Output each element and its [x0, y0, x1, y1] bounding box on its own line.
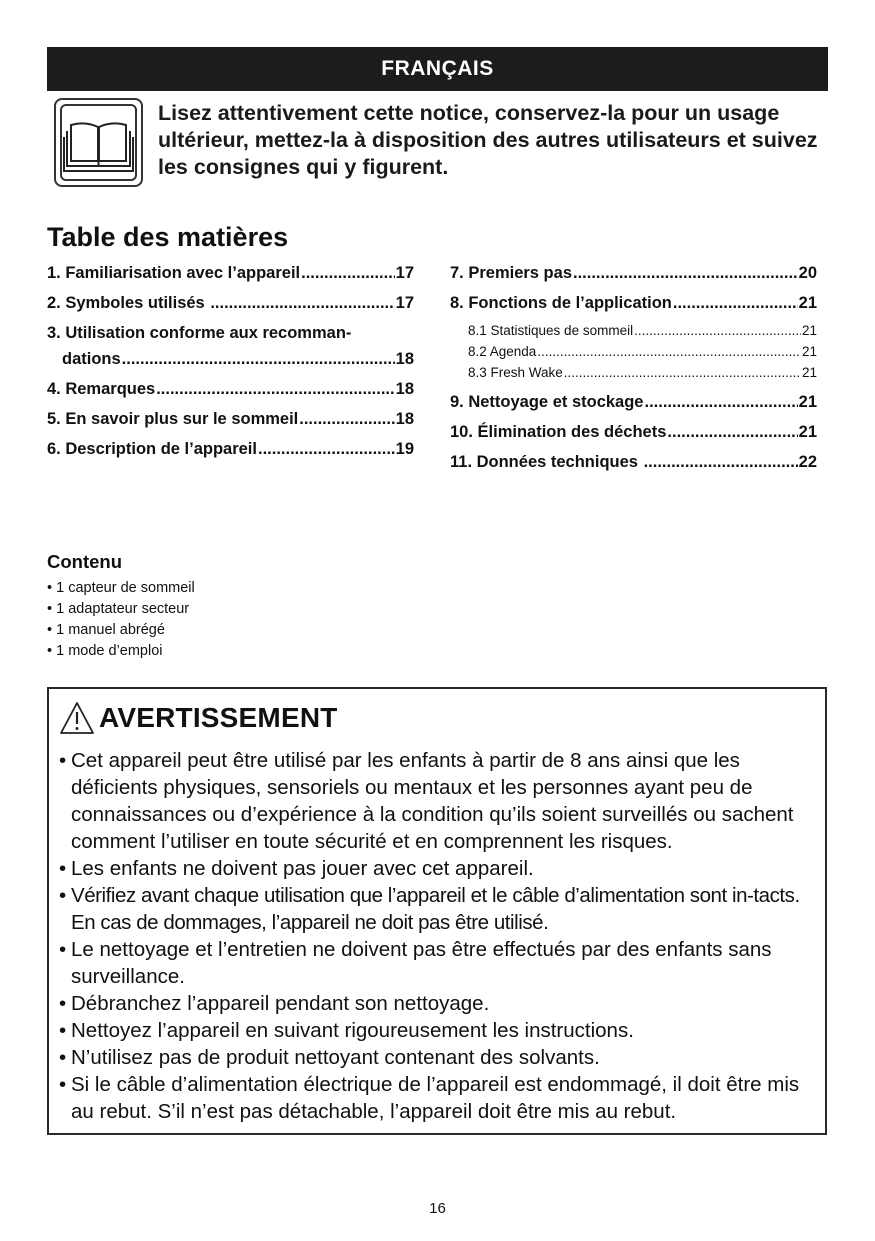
toc-entry[interactable]: dations ..... 18 — [47, 346, 414, 374]
warning-item: • Le nettoyage et l’entretien ne doivent pas être effectués par des enfants sans surveillance. — [59, 936, 821, 990]
toc-title: Table des matières — [47, 222, 289, 252]
warning-item: • N’utilisez pas de produit nettoyant contenant des solvants. — [59, 1044, 821, 1071]
toc-entry[interactable]: 6. Description de l’appareil ..... 19 — [47, 434, 414, 464]
toc-entry[interactable]: 11. Données techniques ..... 22 — [450, 447, 817, 477]
toc-entry[interactable]: 1. Familiarisation avec l’appareil ..... 17 — [47, 258, 414, 288]
book-icon — [54, 98, 143, 187]
toc-left-column — [47, 258, 414, 464]
warning-item: • Nettoyez l’appareil en suivant rigoureusement les instructions. — [59, 1017, 821, 1044]
toc-subentries — [450, 318, 817, 387]
warning-box — [47, 687, 827, 1135]
list-item: • 1 capteur de sommeil — [47, 578, 195, 599]
language-banner: FRANÇAIS — [47, 47, 828, 91]
toc-entry[interactable]: 4. Remarques ..... 18 — [47, 374, 414, 404]
page-number: 16 — [429, 1200, 446, 1217]
warning-item: • Débranchez l’appareil pendant son nettoyage. — [59, 990, 821, 1017]
toc-entry[interactable]: 5. En savoir plus sur le sommeil ..... 18 — [47, 404, 414, 434]
list-item: • 1 mode d’emploi — [47, 641, 195, 662]
toc-entry[interactable]: 9. Nettoyage et stockage ..... 21 — [450, 387, 817, 417]
list-item: • 1 adaptateur secteur — [47, 599, 195, 620]
toc-entry[interactable]: 7. Premiers pas ..... 20 — [450, 258, 817, 288]
toc-right-column — [450, 258, 817, 477]
warning-list — [59, 747, 821, 1125]
toc-subentry[interactable]: 8.3 Fresh Wake ..... 21 — [450, 362, 817, 383]
warning-item: • Cet appareil peut être utilisé par les enfants à partir de 8 ans ainsi que les déficients physiques, sensoriels ou mentaux et les personnes ayant peu de connaissances ou d’expérience à la condition qu’ils soient surveillés ou sachent comment l’utiliser en toute sécurité et en comprennent les risques. — [59, 747, 821, 855]
warning-item: • Si le câble d’alimentation électrique de l’appareil est endommagé, il doit être mis au rebut. S’il n’est pas détachable, l’appareil doit être mis au rebut. — [59, 1071, 821, 1125]
toc-entry[interactable]: 2. Symboles utilisés ..... 17 — [47, 288, 414, 318]
toc-entry[interactable]: 10. Élimination des déchets ..... 21 — [450, 417, 817, 447]
warning-item: • Vérifiez avant chaque utilisation que l’appareil et le câble d’alimentation sont in-tacts. En cas de dommages, l’appareil ne doit pas être utilisé. — [59, 882, 821, 936]
toc-subentry[interactable]: 8.1 Statistiques de sommeil ..... 21 — [450, 320, 817, 341]
toc-entry-line1[interactable]: 3. Utilisation conforme aux recomman- — [47, 324, 352, 342]
list-item: • 1 manuel abrégé — [47, 620, 195, 641]
package-contents — [47, 551, 195, 662]
toc-subentry[interactable]: 8.2 Agenda ..... 21 — [450, 341, 817, 362]
contents-list — [47, 578, 195, 662]
intro-notice: Lisez attentivement cette notice, conservez-la pour un usage ultérieur, mettez-la à disposition des autres utilisateurs et suivez les consignes qui y figurent. — [158, 101, 818, 179]
contents-title: Contenu — [47, 551, 123, 572]
warning-title: AVERTISSEMENT — [99, 702, 338, 733]
warning-item: • Les enfants ne doivent pas jouer avec cet appareil. — [59, 855, 821, 882]
warning-header — [59, 701, 338, 735]
warning-triangle-icon — [59, 701, 95, 735]
toc-entry[interactable]: 8. Fonctions de l’application ..... 21 — [450, 288, 817, 318]
